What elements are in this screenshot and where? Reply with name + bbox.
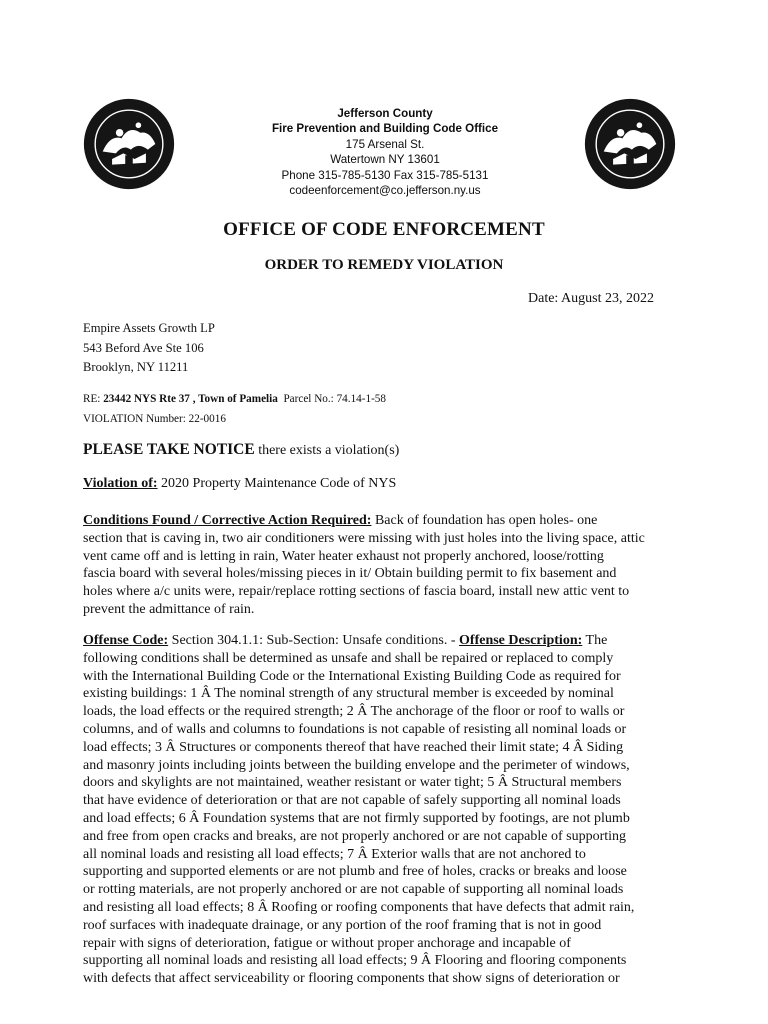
offense-line: columns, and of walls and columns to foundations is not capable of resisting all nominal loads or [83,721,627,737]
violation-number-line [83,410,386,430]
violation-number: 22-0016 [188,412,226,425]
office-name: Fire Prevention and Building Code Office [271,122,499,136]
offense-line: or rotting materials, are not properly anchored or are not capable of supporting all nominal loads [83,882,624,898]
offense-line: that have evidence of deterioration or that are not capable of safely supporting all nominal loads [83,793,621,809]
notice-line [83,441,399,459]
offense-line: with the International Building Code or the International Existing Building Code as required for [83,668,621,684]
conditions-line: fascia board with several holes/missing pieces in it/ Obtain building permit to fix basement and [83,566,617,582]
conditions-line: Conditions Found / Corrective Action Required: Back of foundation has open holes- one [83,513,598,528]
conditions-label: Conditions Found / Corrective Action Required: [83,513,372,528]
conditions-line: vent came off and is letting in rain, Water heater exhaust not properly anchored, loose/rotting [83,548,604,564]
re-line [83,390,386,410]
reference-block [83,390,386,429]
recipient-address-line1: 543 Beford Ave Ste 106 [83,340,204,355]
violation-of-line [83,476,396,492]
offense-line: load effects; 3 Â Structures or components thereof that have reached their limit state; 4 Â Siding [83,739,624,755]
offense-line: existing buildings: 1 Â The nominal strength of any structural member is exceeded by nominal [83,686,614,702]
document-subtitle: ORDER TO REMEDY VIOLATION [264,257,504,273]
conditions-paragraph [83,512,687,619]
offense-line: following conditions shall be determined as unsafe and shall be repaired or replaced to comply [83,650,614,666]
county-seal-right [583,97,677,191]
offense-line: loads, the load effects or the required strength; 2 Â The anchorage of the floor or roof to walls or [83,704,625,720]
offense-line: supporting all nominal loads and resisting all load effects; 9 Â Flooring and flooring components [83,953,627,969]
office-street: 175 Arsenal St. [345,137,425,151]
county-seal-left [82,97,176,191]
offense-line: and resisting all load effects; 8 Â Roofing or roofing components that have defects that admit rain, [83,899,635,915]
offense-line: roof surfaces with inadequate drainage, or any portion of the roof framing that is not in good [83,917,602,933]
parcel-label: Parcel No.: [283,393,334,405]
offense-line: and load effects; 6 Â Foundation systems that are not firmly supported by footings, are not plumb [83,810,630,826]
offense-line: and masonry joints including joints between the building envelope and the perimeter of windows, [83,757,630,773]
violation-number-label: VIOLATION Number: [83,412,186,425]
recipient-address [83,319,215,378]
offense-code-text: Section 304.1.1: Sub-Section: Unsafe conditions. - [168,633,460,648]
offense-line: with defects that affect serviceability or flooring components that show signs of deterioration or [83,971,620,987]
offense-line: and free from open cracks and breaks, are not properly anchored or are not capable of supporting [83,828,627,844]
re-location: 23442 NYS Rte 37 , Town of Pamelia [103,393,278,405]
document-date: Date: August 23, 2022 [528,291,654,306]
document-title: OFFICE OF CODE ENFORCEMENT [223,219,545,240]
office-city: Watertown NY 13601 [330,153,440,167]
offense-line: supporting and supported elements or are not plumb and free of holes, cracks or breaks and loose [83,864,627,880]
offense-description-label: Offense Description: [459,633,583,648]
conditions-line: prevent the admittance of rain. [83,601,255,617]
parcel-number: 74.14-1-58 [336,393,386,405]
office-email: codeenforcement@co.jefferson.ny.us [289,184,481,198]
offense-line: repair with signs of deterioration, fatigue or without proper anchorage and incapable of [83,935,571,951]
offense-paragraph [83,632,687,988]
recipient-address-line2: Brooklyn, NY 11211 [83,360,189,375]
violation-of-label: Violation of: [83,476,158,491]
offense-line: Offense Code: Section 304.1.1: Sub-Section: Unsafe conditions. - Offense Description: The [83,633,608,648]
violation-of-value: 2020 Property Maintenance Code of NYS [161,476,397,491]
conditions-line: section that is caving in, two air conditioners were missing with just holes into the living space, attic [83,530,645,546]
offense-line: all nominal loads and resisting all load effects; 7 Â Exterior walls that are not anchored to [83,846,586,862]
county-name: Jefferson County [337,107,433,120]
notice-rest: there exists a violation(s) [254,443,400,458]
re-prefix: RE: [83,393,101,405]
offense-code-label: Offense Code: [83,633,169,648]
letterhead [230,106,540,198]
recipient-name: Empire Assets Growth LP [83,321,215,335]
office-phone: Phone 315-785-5130 Fax 315-785-5131 [281,168,489,182]
offense-line: doors and skylights are not maintained, weather resistant or water tight; 5 Â Structural members [83,775,622,791]
notice-lead: PLEASE TAKE NOTICE [83,441,255,458]
conditions-line: holes where a/c units were, repair/replace rotting sections of fascia board, install new attic vent to [83,584,630,600]
